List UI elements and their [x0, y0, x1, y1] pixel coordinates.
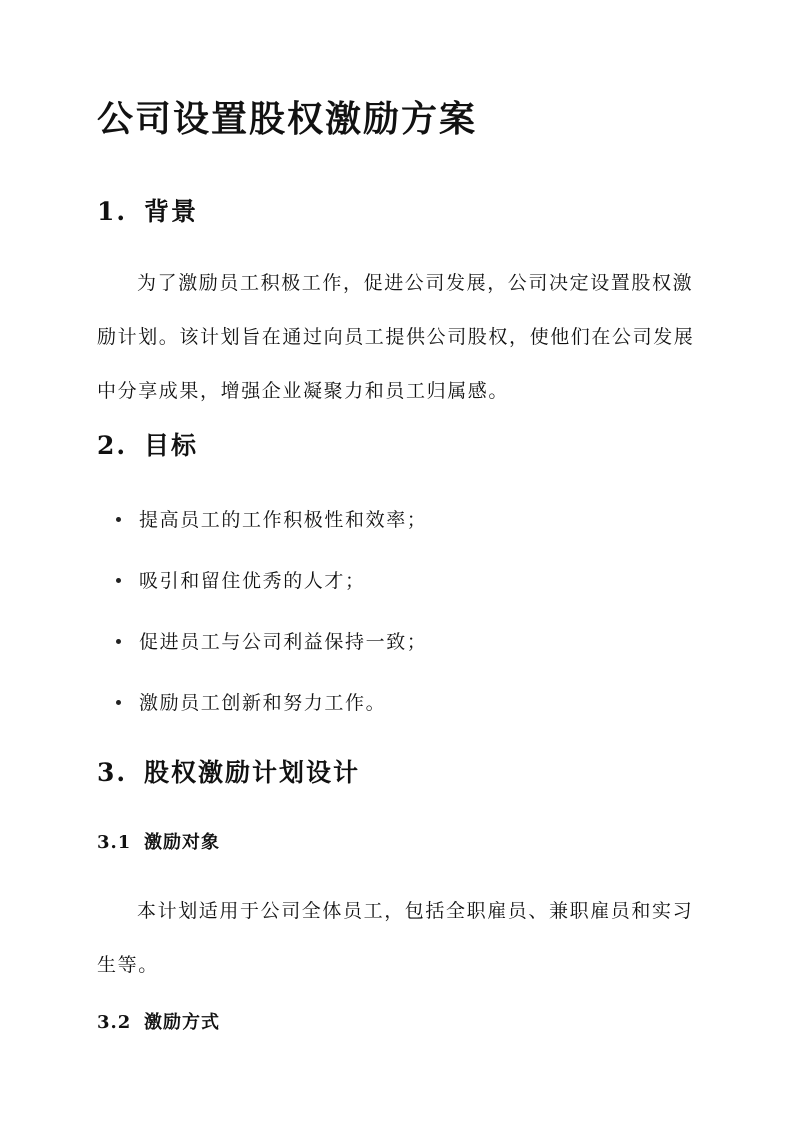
list-item-text: 提高员工的工作积极性和效率；: [139, 509, 428, 531]
section-title: 股权激励计划设计: [144, 758, 361, 787]
section-number: 3.: [97, 758, 128, 787]
subsection-title: 激励对象: [144, 832, 220, 853]
section-heading-background: [97, 196, 198, 228]
subsection-heading-targets: [97, 831, 220, 855]
list-item: [116, 628, 427, 656]
section-number: 1.: [97, 197, 128, 226]
section-number: 2.: [97, 431, 128, 460]
section-heading-goals: [97, 430, 198, 462]
list-item: [116, 506, 427, 534]
list-item-text: 激励员工创新和努力工作。: [139, 692, 387, 714]
section-title: 目标: [144, 431, 199, 460]
subsection-number: 3.2: [97, 1012, 132, 1033]
targets-paragraph: 本计划适用于公司全体员工，包括全职雇员、兼职雇员和实习生等。: [97, 900, 694, 976]
background-paragraph: 为了激励员工积极工作，促进公司发展，公司决定设置股权激励计划。该计划旨在通过向员工提供公司股权，使他们在公司发展中分享成果，增强企业凝聚力和员工归属感。: [97, 272, 695, 402]
list-item-text: 吸引和留住优秀的人才；: [139, 570, 366, 592]
section-heading-plan-design: [97, 757, 360, 789]
section-title: 背景: [144, 197, 199, 226]
bullet-dot-icon: [116, 578, 121, 583]
list-item: [116, 689, 386, 717]
bullet-dot-icon: [116, 639, 121, 644]
list-item: [116, 567, 366, 595]
bullet-dot-icon: [116, 517, 121, 522]
subsection-title: 激励方式: [144, 1012, 220, 1033]
subsection-heading-method: [97, 1011, 220, 1035]
bullet-dot-icon: [116, 700, 121, 705]
list-item-text: 促进员工与公司利益保持一致；: [139, 631, 428, 653]
subsection-number: 3.1: [97, 832, 132, 853]
document-title: 公司设置股权激励方案: [97, 98, 478, 140]
